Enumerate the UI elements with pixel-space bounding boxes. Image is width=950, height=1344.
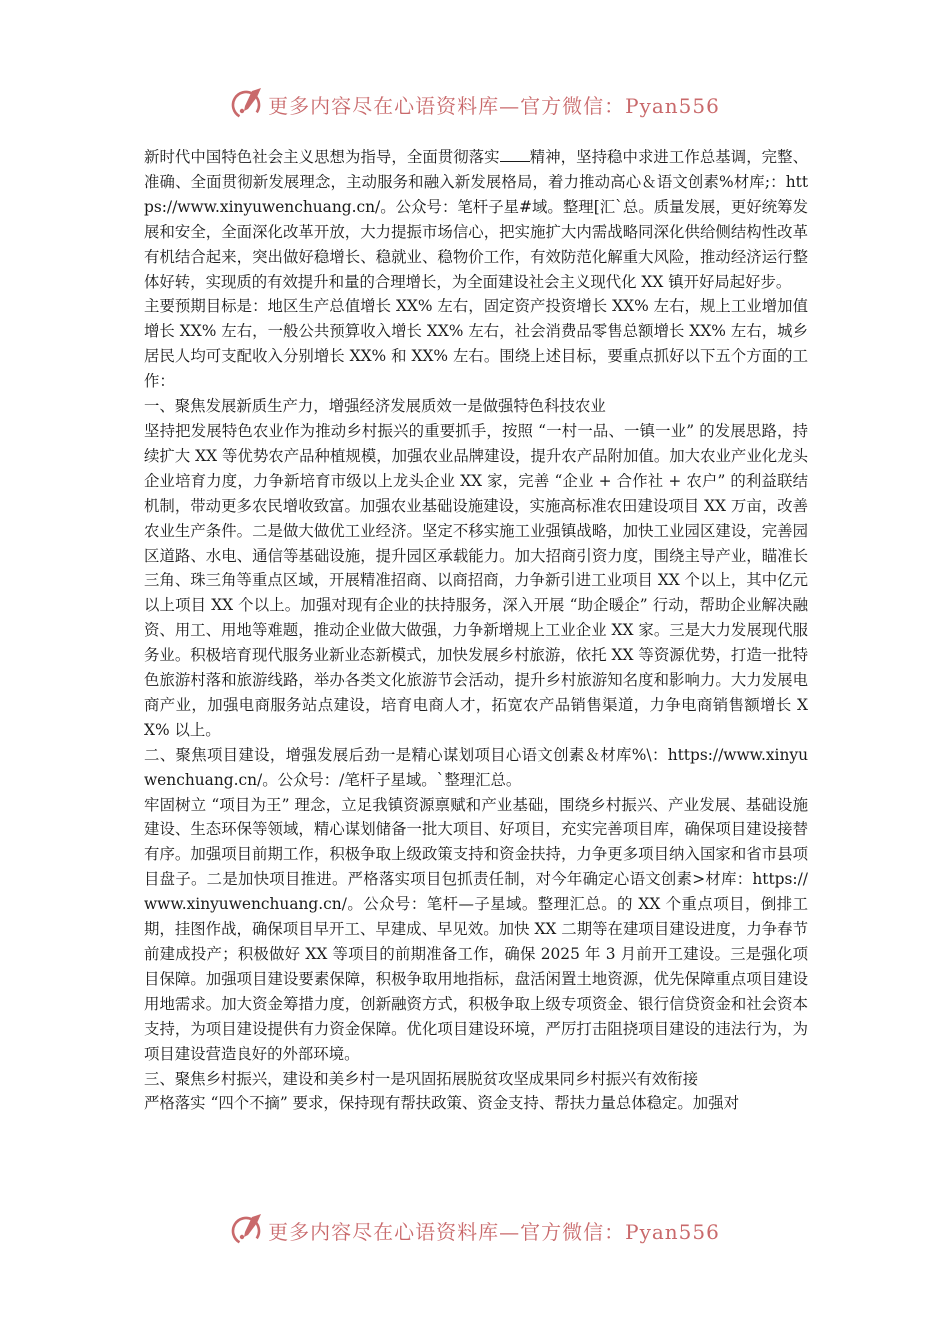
fill-in-blank <box>500 147 530 162</box>
section-heading: 三、聚焦乡村振兴，建设和美乡村一是巩固拓展脱贫攻坚成果同乡村振兴有效衔接 <box>144 1069 699 1088</box>
section-heading: 二、聚焦项目建设，增强发展后劲一是精心谋划项目心语文创素＆材库%\：https://www.xinyuwenchuang.cn/。公众号：/笔杆子星域。`整理汇总。 <box>144 745 808 789</box>
brush-logo-icon <box>230 1213 264 1247</box>
section-heading: 一、聚焦发展新质生产力，增强经济发展质效一是做强特色科技农业 <box>144 397 606 416</box>
document-body <box>144 145 808 1116</box>
footer-banner <box>0 1208 950 1252</box>
paragraph: 新时代中国特色社会主义思想为指导，全面贯彻落实 精神，坚持稳中求进工作总基调，完整、准确、全面贯彻新发展理念，主动服务和融入新发展格局，着力推动高心＆语文创素%材库;：https://www.xinyuwenchuang.cn/。公众号：笔杆子星#域。整理[汇`总。质量发展，更好统筹发展和安全，全面深化改革开放，大力提振市场信心，把实施扩大内需战略同深化供给侧结构性改革有机结合起来，突出做好稳增长、稳就业、稳物价工作，有效防范化解重大风险，推动经济运行整体好转，实现质的有效提升和量的合理增长，为全面建设社会主义现代化 XX 镇开好局起好步。 <box>144 148 808 291</box>
banner-text: 更多内容尽在心语资料库—官方微信：Pyan556 <box>268 1219 720 1244</box>
brush-logo-icon <box>230 87 264 121</box>
paragraph: 坚持把发展特色农业作为推动乡村振兴的重要抓手，按照 “一村一品、一镇一业” 的发展思路，持续扩大 XX 等优势农产品种植规模，加强农业品牌建设，提升农产品附加值。加大农业产业化龙头企业培育力度，力争新培育市级以上龙头企业 XX 家，完善 “企业 + 合作社 + 农户” 的利益联结机制，带动更多农民增收致富。加强农业基础设施建设，实施高标准农田建设项目 XX 万亩，改善农业生产条件。二是做大做优工业经济。坚定不移实施工业强镇战略，加快工业园区建设，完善园区道路、水电、通信等基础设施，提升园区承载能力。加大招商引资力度，围绕主导产业，瞄准长三角、珠三角等重点区域，开展精准招商、以商招商，力争新引进工业项目 XX 个以上，其中亿元以上项目 XX 个以上。加强对现有企业的扶持服务，深入开展 “助企暖企” 行动，帮助企业解决融资、用工、用地等难题，推动企业做大做强，力争新增规上工业企业 XX 家。三是大力发展现代服务业。积极培育现代服务业新业态新模式，加快发展乡村旅游，依托 XX 等资源优势，打造一批特色旅游村落和旅游线路，举办各类文化旅游节会活动，提升乡村旅游知名度和影响力。大力发展电商产业，加强电商服务站点建设，培育电商人才，拓宽农产品销售渠道，力争电商销售额增长 XX% 以上。 <box>144 421 808 739</box>
banner-text: 更多内容尽在心语资料库—官方微信：Pyan556 <box>268 93 720 118</box>
header-banner <box>0 82 950 126</box>
paragraph: 严格落实 “四个不摘” 要求，保持现有帮扶政策、资金支持、帮扶力量总体稳定。加强对 <box>144 1094 739 1113</box>
paragraph: 牢固树立 “项目为王” 理念，立足我镇资源禀赋和产业基础，围绕乡村振兴、产业发展、基础设施建设、生态环保等领域，精心谋划储备一批大项目、好项目，充实完善项目库，确保项目建设接替有序。加强项目前期工作，积极争取上级政策支持和资金扶持，力争更多项目纳入国家和省市县项目盘子。二是加快项目推进。严格落实项目包抓责任制，对今年确定心语文创素>材库：https://www.xinyuwenchuang.cn/。公众号：笔杆—子星域。整理汇总。的 XX 个重点项目，倒排工期，挂图作战，确保项目早开工、早建成、早见效。加快 XX 二期等在建项目建设进度，力争春节前建成投产；积极做好 XX 等项目的前期准备工作，确保 2025 年 3 月前开工建设。三是强化项目保障。加强项目建设要素保障，积极争取用地指标，盘活闲置土地资源，优先保障重点项目建设用地需求。加大资金筹措力度，创新融资方式，积极争取上级专项资金、银行信贷资金和社会资本支持，为项目建设提供有力资金保障。优化项目建设环境，严厉打击阻挠项目建设的违法行为，为项目建设营造良好的外部环境。 <box>144 795 808 1063</box>
paragraph: 主要预期目标是：地区生产总值增长 XX% 左右，固定资产投资增长 XX% 左右，规上工业增加值增长 XX% 左右，一般公共预算收入增长 XX% 左右，社会消费品零售总额增长 XX% 左右，城乡居民人均可支配收入分别增长 XX% 和 XX% 左右。围绕上述目标，要重点抓好以下五个方面的工作： <box>144 297 808 391</box>
